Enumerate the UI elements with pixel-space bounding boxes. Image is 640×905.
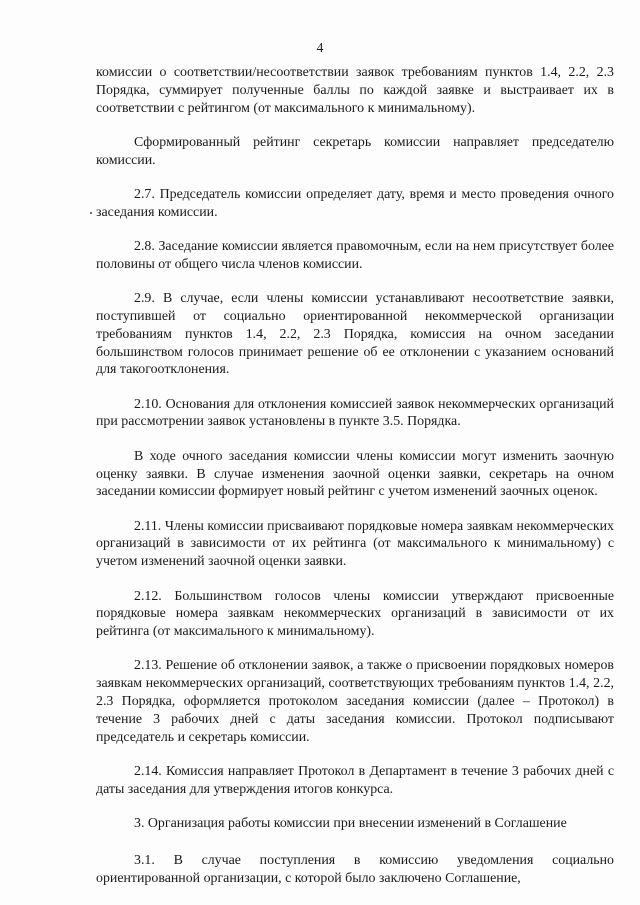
page-number: 4 bbox=[316, 40, 324, 55]
paragraph-2-9: 2.9. В случае, если члены комиссии устанавливают несоответствие заявки, поступившей от социально ориентированной некоммерческой организации требованиям пунктов 1.4, 2.2, 2.3 Порядка, комиссия на очном заседании большинством голосов принимает решение об ее отклонении с указанием оснований для такогоотклонения. bbox=[96, 291, 614, 378]
paragraph-2-7: 2.7. Председатель комиссии определяет дату, время и место проведения очного заседания комиссии. bbox=[96, 186, 614, 220]
paragraph-2-11: 2.11. Члены комиссии присваивают порядковые номера заявкам некоммерческих организаций в зависимости от их рейтинга (от максимального к минимальному) с учетом изменений заочной оценки заявки. bbox=[96, 518, 614, 570]
paragraph-2-12: 2.12. Большинством голосов члены комиссии утверждают присвоенные порядковые номера заявкам некоммерческих организаций в зависимости от их рейтинга (от максимального к минимальному). bbox=[96, 588, 614, 640]
scan-mark bbox=[90, 212, 92, 214]
paragraph-2-8: 2.8. Заседание комиссии является правомочным, если на нем присутствует более половины от общего числа членов комиссии. bbox=[96, 239, 614, 272]
document-body bbox=[96, 64, 614, 904]
paragraph-rating: Сформированный рейтинг секретарь комиссии направляет председателю комиссии. bbox=[96, 134, 614, 168]
paragraph-3-1: 3.1. В случае поступления в комиссию уведомления социально ориентированной организации, с которой было заключено Соглашение, bbox=[96, 852, 614, 886]
paragraph-ochn: В ходе очного заседания комиссии члены комиссии могут изменить заочную оценку заявки. В случае изменения заочной оценки заявки, секретарь на очном заседании комиссии формирует новый рейтинг с учетом изменений заочных оценок. bbox=[96, 448, 614, 500]
section-3-heading: 3. Организация работы комиссии при внесении изменений в Соглашение bbox=[134, 816, 567, 831]
paragraph-2-10: 2.10. Основания для отклонения комиссией заявок некоммерческих организаций при рассмотрении заявок установлены в пункте 3.5. Порядка. bbox=[96, 396, 614, 430]
paragraph-2-13: 2.13. Решение об отклонении заявок, а также о присвоении порядковых номеров заявкам некоммерческих организаций, соответствующих требованиям пунктов 1.4, 2.2, 2.3 Порядка, оформляется протоколом заседания комиссии (далее – Протокол) в течение 3 рабочих дней с даты заседания комиссии. Протокол подписывают председатель и секретарь комиссии. bbox=[96, 658, 614, 745]
paragraph-continuation: комиссии о соответствии/несоответствии заявок требованиям пунктов 1.4, 2.2, 2.3 Порядка, суммирует полученные баллы по каждой заявке и выстраивает их в соответствии с рейтингом (от максимального к минимальному). bbox=[96, 65, 614, 116]
paragraph-2-14: 2.14. Комиссия направляет Протокол в Департамент в течение 3 рабочих дней с даты заседания для утверждения итогов конкурса. bbox=[96, 763, 614, 797]
